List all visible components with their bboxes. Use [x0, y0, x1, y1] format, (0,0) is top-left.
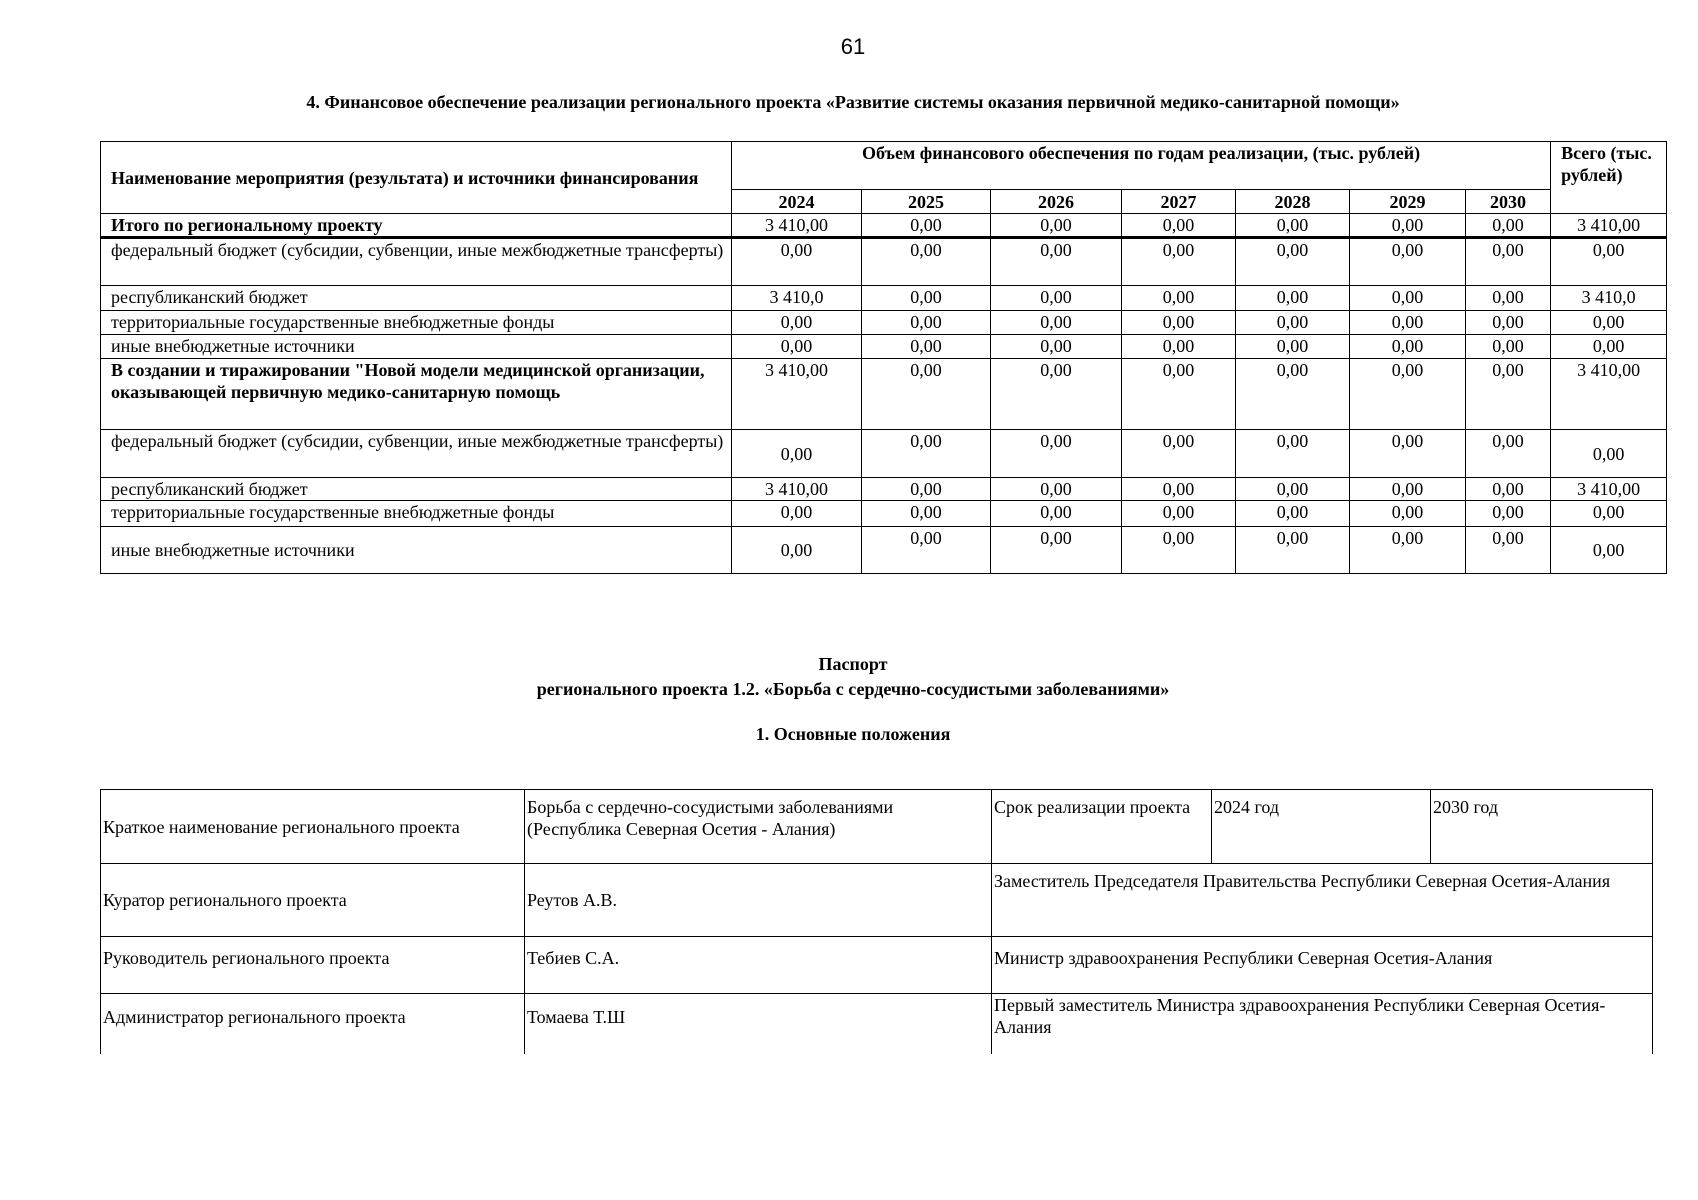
year-header-2028: 2028 — [1236, 190, 1350, 214]
row-name: федеральный бюджет (субсидии, субвенции, иные межбюджетные трансферты) — [101, 238, 732, 286]
value-2029: 0,00 — [1350, 214, 1466, 238]
value-2025: 0,00 — [862, 430, 991, 478]
table-row — [101, 311, 1667, 335]
year-header-2026: 2026 — [991, 190, 1122, 214]
value-2029: 0,00 — [1350, 501, 1466, 527]
value-2030: 0,00 — [1466, 430, 1551, 478]
value-2026: 0,00 — [991, 430, 1122, 478]
value-2027: 0,00 — [1122, 527, 1236, 574]
value-2026: 0,00 — [991, 311, 1122, 335]
table-row — [101, 527, 1667, 574]
value-total: 0,00 — [1551, 311, 1667, 335]
value-2026: 0,00 — [991, 214, 1122, 238]
row-name: республиканский бюджет — [101, 286, 732, 311]
value-2030: 0,00 — [1466, 214, 1551, 238]
curator-name: Реутов А.В. — [525, 864, 992, 937]
row-name: В создании и тиражировании "Новой модели медицинской организации, оказывающей первичную медико-санитарную помощь — [101, 359, 732, 430]
value-2027: 0,00 — [1122, 478, 1236, 501]
value-2029: 0,00 — [1350, 286, 1466, 311]
row-name: территориальные государственные внебюджетные фонды — [101, 311, 732, 335]
value-2026: 0,00 — [991, 238, 1122, 286]
value-2030: 0,00 — [1466, 335, 1551, 359]
value-2028: 0,00 — [1236, 430, 1350, 478]
value-2026: 0,00 — [991, 478, 1122, 501]
finance-table — [100, 141, 1667, 574]
value-2024: 0,00 — [732, 335, 862, 359]
value-2024: 0,00 — [732, 430, 862, 478]
col-name-header: Наименование мероприятия (результата) и источники финансирования — [101, 142, 732, 214]
value-2029: 0,00 — [1350, 238, 1466, 286]
value-total: 0,00 — [1551, 430, 1667, 478]
term-start: 2024 год — [1212, 790, 1431, 864]
table-row — [101, 994, 1653, 1054]
value-2029: 0,00 — [1350, 478, 1466, 501]
passport-subtitle: регионального проекта 1.2. «Борьба с сердечно-сосудистыми заболеваниями» — [536, 679, 1170, 699]
curator-label: Куратор регионального проекта — [101, 864, 525, 937]
row-name: республиканский бюджет — [101, 478, 732, 501]
value-2027: 0,00 — [1122, 335, 1236, 359]
term-end: 2030 год — [1431, 790, 1653, 864]
value-2024: 3 410,0 — [732, 286, 862, 311]
value-2024: 0,00 — [732, 238, 862, 286]
page-number: 61 — [840, 34, 866, 59]
value-2025: 0,00 — [862, 238, 991, 286]
value-total: 0,00 — [1551, 501, 1667, 527]
value-total: 3 410,0 — [1551, 286, 1667, 311]
head-name: Тебиев С.А. — [525, 937, 992, 994]
value-2027: 0,00 — [1122, 430, 1236, 478]
value-2027: 0,00 — [1122, 286, 1236, 311]
short-name-label: Краткое наименование регионального проекта — [101, 790, 525, 864]
row-name: Итого по региональному проекту — [101, 214, 732, 238]
year-header-2025: 2025 — [862, 190, 991, 214]
value-2025: 0,00 — [862, 335, 991, 359]
year-header-2027: 2027 — [1122, 190, 1236, 214]
value-2029: 0,00 — [1350, 311, 1466, 335]
value-2028: 0,00 — [1236, 359, 1350, 430]
value-2030: 0,00 — [1466, 286, 1551, 311]
short-name-value: Борьба с сердечно-сосудистыми заболеваниями (Республика Северная Осетия - Алания) — [525, 790, 992, 864]
value-2030: 0,00 — [1466, 501, 1551, 527]
value-2024: 3 410,00 — [732, 214, 862, 238]
value-2030: 0,00 — [1466, 478, 1551, 501]
value-2028: 0,00 — [1236, 286, 1350, 311]
value-2026: 0,00 — [991, 335, 1122, 359]
value-2026: 0,00 — [991, 501, 1122, 527]
head-label: Руководитель регионального проекта — [101, 937, 525, 994]
value-total: 0,00 — [1551, 238, 1667, 286]
value-2027: 0,00 — [1122, 359, 1236, 430]
value-2027: 0,00 — [1122, 238, 1236, 286]
value-2025: 0,00 — [862, 214, 991, 238]
table-row — [101, 790, 1653, 864]
admin-label: Администратор регионального проекта — [101, 994, 525, 1054]
value-2025: 0,00 — [862, 527, 991, 574]
value-2028: 0,00 — [1236, 335, 1350, 359]
value-2026: 0,00 — [991, 359, 1122, 430]
passport-title: Паспорт — [818, 654, 888, 674]
value-2030: 0,00 — [1466, 527, 1551, 574]
value-total: 3 410,00 — [1551, 478, 1667, 501]
value-2024: 0,00 — [732, 311, 862, 335]
year-header-2030: 2030 — [1466, 190, 1551, 214]
value-2030: 0,00 — [1466, 311, 1551, 335]
table-row — [101, 937, 1653, 994]
row-name: иные внебюджетные источники — [101, 335, 732, 359]
value-2029: 0,00 — [1350, 335, 1466, 359]
value-2028: 0,00 — [1236, 501, 1350, 527]
value-total: 0,00 — [1551, 527, 1667, 574]
head-position: Министр здравоохранения Республики Северная Осетия-Алания — [992, 937, 1653, 994]
value-2028: 0,00 — [1236, 214, 1350, 238]
value-2025: 0,00 — [862, 359, 991, 430]
col-total-header: Всего (тыс. рублей) — [1551, 142, 1667, 214]
value-total: 3 410,00 — [1551, 214, 1667, 238]
table-row — [101, 286, 1667, 311]
curator-position: Заместитель Председателя Правительства Республики Северная Осетия-Алания — [992, 864, 1653, 937]
table-row — [101, 478, 1667, 501]
value-2029: 0,00 — [1350, 527, 1466, 574]
admin-name: Томаева Т.Ш — [525, 994, 992, 1054]
value-2027: 0,00 — [1122, 311, 1236, 335]
value-2028: 0,00 — [1236, 478, 1350, 501]
year-header-2029: 2029 — [1350, 190, 1466, 214]
value-2026: 0,00 — [991, 286, 1122, 311]
table-row — [101, 864, 1653, 937]
value-2025: 0,00 — [862, 311, 991, 335]
value-2024: 3 410,00 — [732, 478, 862, 501]
value-2029: 0,00 — [1350, 359, 1466, 430]
value-2028: 0,00 — [1236, 311, 1350, 335]
value-2024: 0,00 — [732, 501, 862, 527]
value-2030: 0,00 — [1466, 238, 1551, 286]
row-name: иные внебюджетные источники — [101, 527, 732, 574]
table-row — [101, 501, 1667, 527]
value-2027: 0,00 — [1122, 214, 1236, 238]
value-2029: 0,00 — [1350, 430, 1466, 478]
value-2024: 3 410,00 — [732, 359, 862, 430]
value-2028: 0,00 — [1236, 527, 1350, 574]
table-row — [101, 238, 1667, 286]
table-row — [101, 430, 1667, 478]
section-1-title: 1. Основные положения — [755, 724, 951, 744]
passport-table — [100, 789, 1653, 1054]
value-total: 0,00 — [1551, 335, 1667, 359]
row-name: федеральный бюджет (субсидии, субвенции, иные межбюджетные трансферты) — [101, 430, 732, 478]
value-2025: 0,00 — [862, 286, 991, 311]
value-2028: 0,00 — [1236, 238, 1350, 286]
table-row — [101, 335, 1667, 359]
value-2025: 0,00 — [862, 501, 991, 527]
section-4-title: 4. Финансовое обеспечение реализации регионального проекта «Развитие системы оказания первичной медико-санитарной помощи» — [306, 92, 1400, 112]
admin-position: Первый заместитель Министра здравоохранения Республики Северная Осетия-Алания — [992, 994, 1653, 1054]
value-2030: 0,00 — [1466, 359, 1551, 430]
table-row — [101, 359, 1667, 430]
row-name: территориальные государственные внебюджетные фонды — [101, 501, 732, 527]
table-row — [101, 214, 1667, 238]
col-volume-header: Объем финансового обеспечения по годам реализации, (тыс. рублей) — [732, 142, 1551, 190]
value-2024: 0,00 — [732, 527, 862, 574]
value-2025: 0,00 — [862, 478, 991, 501]
year-header-2024: 2024 — [732, 190, 862, 214]
value-2027: 0,00 — [1122, 501, 1236, 527]
term-label: Срок реализации проекта — [992, 790, 1212, 864]
value-2026: 0,00 — [991, 527, 1122, 574]
value-total: 3 410,00 — [1551, 359, 1667, 430]
